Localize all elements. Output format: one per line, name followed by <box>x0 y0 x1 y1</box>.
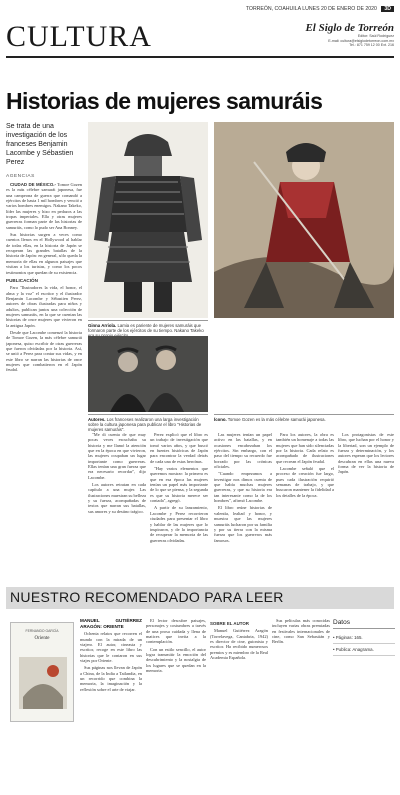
paragraph: Los protagonistas de este libro, que luchan por el honor y la libertad, son un ejemplo de fuerza y determinación, y los autores esperan que los lectores descubran en ellas una nueva forma de ver la historia de Japón. <box>338 432 394 475</box>
article-column-5 <box>276 432 334 580</box>
review-column-3 <box>210 618 268 790</box>
paragraph: El lector descubre paisajes, personajes y costumbres a través de una prosa cuidada y llena de matices que invita a la contemplación. <box>146 618 206 645</box>
samurai-armor-illustration <box>88 122 208 318</box>
caption-label: Autores. <box>88 417 106 422</box>
paragraph: A partir de su lanzamiento, Lacombe y Perez recorrieron ciudades para presentar el libro y hablar de las mujeres que lo inspiraron, y de la importancia de recuperar la memoria de las guerreras olvidadas. <box>150 505 208 543</box>
about-author-heading: SOBRE EL AUTOR <box>210 621 249 626</box>
byline: AGENCIAS <box>6 174 35 179</box>
paragraph: Perez explicó que el libro es un trabajo de investigación que tomó varios años, y que buscó en fuentes históricas de Japón para encontrar la verdad detrás de cada una de estas heroínas. <box>150 432 208 464</box>
warrior-painting <box>214 122 394 318</box>
authors-portrait <box>88 336 208 412</box>
caption-3 <box>214 414 394 422</box>
book-cover <box>10 622 74 722</box>
section-title: CULTURA <box>6 20 152 53</box>
paragraph: Manuel Gutiérrez Aragón (Torrelavega, Cantabria, 1942) es director de cine, guionista y escritor. Ha recibido numerosos premios y es miembro de la Real Academia Española. <box>210 628 268 661</box>
date-line: TORREÓN, COAHUILA LUNES 20 DE ENERO DE 2020 <box>245 6 377 12</box>
paragraph: Para los autores, la obra es también un homenaje a todas las mujeres que han sido silenciadas por la historia. Cada relato es acompañado de ilustraciones que recrean el Japón feudal. <box>276 432 334 464</box>
deck: Se trata de una investigación de los franceses Benjamin Lacombe y Sébastien Perez <box>6 123 74 166</box>
headline: Historias de mujeres samuráis <box>6 88 323 114</box>
book-title: Oriente <box>34 636 50 641</box>
paragraph: Sus películas más conocidas incluyen varias obras premiadas en festivales internacionales de cine, como San Sebastián y Berlín. <box>272 618 330 645</box>
caption-label: Ícono. <box>214 417 227 422</box>
caption-rule <box>88 414 208 415</box>
paragraph: "Me di cuenta de que muy pocas veces escuchaba su historia y me llamó la atención que en la época en que vivieron, las mujeres ocupaban un lugar importante como guerreras. Ellas tenían una gran fuerza que era necesario recordar", dijo Lacombe. <box>88 432 146 480</box>
caption-rule <box>88 320 208 321</box>
phone-line: Tel.: 871 759 12 00 Ext. 216 <box>349 43 394 48</box>
article-column-1 <box>6 182 82 582</box>
article-column-4 <box>214 432 272 580</box>
datos-item: • Páginas: 165. <box>333 632 395 644</box>
page-number: 3D <box>381 6 394 12</box>
article-column-3 <box>150 432 208 580</box>
editor-line: Editor: Saúl Rodríguez <box>357 34 394 38</box>
paragraph: El libro reúne historias de valentía, lealtad y honor, y muestra que las mujeres samuráis lucharon por su familia y por su tierra con la misma fuerza que los guerreros más famosos. <box>214 505 272 543</box>
paragraph: Lacombe señaló que el proceso de creación fue largo, pues cada ilustración requirió semanas de trabajo, y que buscaron mantener la fidelidad a los detalles de la época. <box>276 466 334 498</box>
paragraph: Sus historias surgen a veces como cuentos llenos en el Hollywood al hablar de todas ellas, en la historia de Japón se recuperan las grandes batallas de la historia de Japón: en general, sólo queda la memoria de ellas en algunos paisajes que visitan a los turistas, y como los pocos testimonios que quedan de su existencia. <box>6 232 82 275</box>
paragraph: Desde que Lacombe comenzó la historia de Tomoe Gozen, la más célebre samurái japonesa, quiso escribir de otras guerreras que fueron olvidadas por la historia. Así, se unió a Perez para contar sus vidas, y en este libro se narran las historias de once mujeres que combatieron en el Japón feudal. <box>6 329 82 373</box>
paragraph: Los autores retratan en cada capítulo a una mujer. Las ilustraciones muestran su belleza y su fuerza, acompañadas de textos que narran sus batallas, sus amores y su destino trágico. <box>88 482 146 514</box>
caption-2 <box>88 414 208 433</box>
review-column-4 <box>272 618 330 790</box>
date-bar <box>6 6 394 18</box>
article-column-6 <box>338 432 394 580</box>
book-cover-art <box>19 657 67 709</box>
newspaper-logo: El Siglo de Torreón <box>305 22 394 34</box>
review-column-1 <box>80 618 142 790</box>
article-column-2 <box>88 432 146 580</box>
caption-text: Los franceses realizaron una larga investigación sobre la cultura japonesa para publicar el libro "Historias de mujeres samuráis". <box>88 417 202 433</box>
samurai-photo <box>88 122 208 318</box>
paragraph: Ochenta relatos que recorren el mundo con la mirada de un viajero. El autor, cineasta y escritor, recoge en este libro las historias que le contaron en sus viajes por Oriente. <box>80 631 142 663</box>
caption-text: Lamia es pariente de mujeres samuráis que formaron parte de los ejércitos de su tiempo. Nakano Takeko <box>88 323 204 334</box>
review-column-2 <box>146 618 206 790</box>
book-author: FERNANDO GARCÍA <box>25 629 59 633</box>
paragraph: "Cuando empezamos a investigar nos dimos cuenta de que había muchas mujeres guerreras, y que su historia era tan interesante como la de los hombres", afirmó Lacombe. <box>214 471 272 504</box>
datos-heading: Datos <box>333 619 395 629</box>
paragraph: "Hay varios elementos que queremos mostrar: la primera es que en esa época las mujeres tenían un papel más importante de lo que se piensa, y la segunda es que su historia merece ser contada", agregó. <box>150 466 208 504</box>
caption-text: Tomoe Gozen es la más célebre samurái japonesa. <box>227 417 326 422</box>
paragraph: Tomoe Gozen es la más célebre samurái japonesa, fue una campeona de guerra que comandó a ejércitos de hasta 1 mil hombres y venció a varios hombres enemigos. Nakano Takeko, líder las mujeres y hizo en pedazos a las tropas imperiales. Ella y otras mujeres guerreras forman parte de las historias de samuráis, como lo pudo ser Ana Bonney. <box>6 182 82 230</box>
datos-box <box>333 619 395 656</box>
masthead <box>300 22 394 48</box>
review-title: MANUEL GUTIÉRREZ ARAGÓN: ORIENTE <box>80 618 142 629</box>
paragraph: Con un estilo sencillo, el autor logra transmitir la emoción del descubrimiento y la nostalgia de los lugares que se quedan en la memoria. <box>146 646 206 674</box>
paragraph: Las mujeres tenían un papel activo en las batallas, y en ocasiones encabezaban los ejércitos. Sin embargo, con el paso del tiempo su recuerdo fue borrado por las crónicas oficiales. <box>214 432 272 470</box>
tomoe-gozen-illustration <box>214 122 394 318</box>
header-rule <box>6 56 394 58</box>
lead-place: CIUDAD DE MÉXICO.- <box>10 182 56 187</box>
caption-rule <box>214 414 394 415</box>
recommended-title: NUESTRO RECOMENDADO PARA LEER <box>10 589 284 605</box>
paragraph: Para "Ilustradores la vida, el honor, el alma y la voz" el escritor y el ilustrador Benjamin Lacombe y Sébastien Perez, autores de obras ilustradas para niños y adultos, publican juntos una colección de mujeres samuráis, en la que se cuentan las historias de once mujeres que vivieron en la antigua Japón. <box>6 285 82 328</box>
datos-item: • Publica: Anagrama. <box>333 644 395 656</box>
caption-label: Ginna Arriola. <box>88 323 117 328</box>
subhead: PUBLICACIÓN <box>6 277 38 283</box>
paragraph: Sus páginas nos llevan de Japón a China, de la India a Tailandia, en un recorrido que combina la memoria, la imaginación y la reflexión sobre el arte de viajar. <box>80 665 142 692</box>
authors-photo <box>88 336 208 412</box>
email-link[interactable]: E-mail: cultura@elsiglodetorreon.com.mx <box>328 38 394 43</box>
